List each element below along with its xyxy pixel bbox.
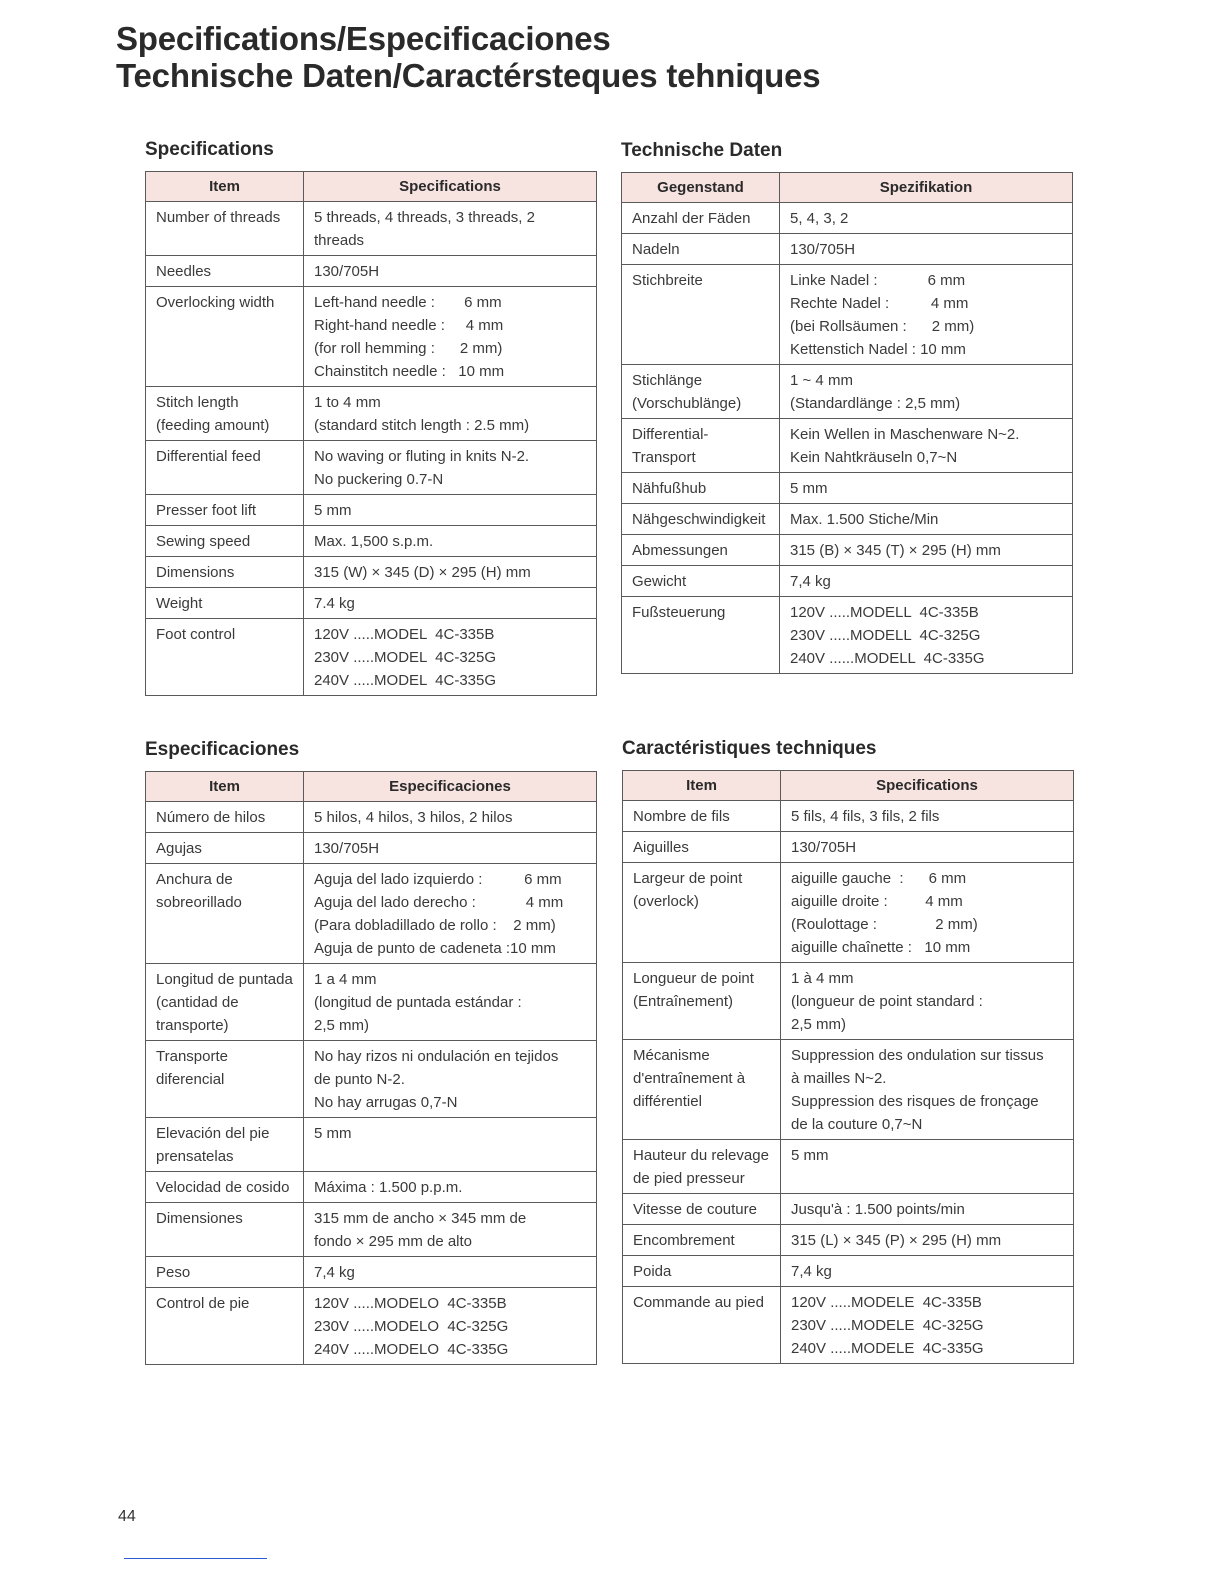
table-row <box>146 557 597 588</box>
item-cell <box>622 473 780 504</box>
table-row <box>623 863 1074 963</box>
header-item: Item <box>146 172 304 202</box>
header-spec: Specifications <box>304 172 597 202</box>
spec-text: 240V .....MODELO 4C-335G <box>314 1341 509 1358</box>
table-row <box>146 588 597 619</box>
spec-text: de la couture 0,7~N <box>791 1116 923 1133</box>
item-cell <box>146 441 304 495</box>
item-text: Foot control <box>156 626 236 643</box>
spec-cell <box>304 256 597 287</box>
item-text: Number of threads <box>156 209 281 226</box>
spec-text: de punto N-2. <box>314 1071 405 1088</box>
section-technische-daten-de <box>621 140 1073 674</box>
spec-cell <box>304 1203 597 1257</box>
item-text: (feeding amount) <box>156 417 270 434</box>
spec-text: (Para dobladillado de rollo : 2 mm) <box>314 917 556 934</box>
item-text: Control de pie <box>156 1295 250 1312</box>
table-row <box>146 802 597 833</box>
table-row <box>623 1256 1074 1287</box>
table-row <box>623 1140 1074 1194</box>
table-row <box>622 473 1073 504</box>
item-cell <box>146 964 304 1041</box>
page-title-line-2: Technische Daten/Caractérsteques tehniques <box>116 57 821 94</box>
spec-cell <box>304 287 597 387</box>
item-cell <box>146 833 304 864</box>
item-text: transporte) <box>156 1017 229 1034</box>
spec-cell <box>781 963 1074 1040</box>
item-text: Hauteur du relevage <box>633 1147 769 1164</box>
item-text: Transporte <box>156 1048 228 1065</box>
spec-cell <box>304 588 597 619</box>
spec-text: (bei Rollsäumen : 2 mm) <box>790 318 975 335</box>
table-row <box>623 963 1074 1040</box>
table-row <box>622 203 1073 234</box>
spec-cell <box>304 557 597 588</box>
spec-cell <box>304 1257 597 1288</box>
spec-cell <box>781 1287 1074 1364</box>
item-text: Nombre de fils <box>633 808 730 825</box>
item-cell <box>622 365 780 419</box>
item-text: (overlock) <box>633 893 699 910</box>
item-text: Largeur de point <box>633 870 743 887</box>
table-row <box>146 1118 597 1172</box>
spec-text: 1 ~ 4 mm <box>790 372 853 389</box>
item-text: Número de hilos <box>156 809 266 826</box>
spec-text: 5 mm <box>314 502 352 519</box>
section-heading: Specifications <box>145 139 274 160</box>
spec-text: 230V .....MODEL 4C-325G <box>314 649 497 666</box>
spec-cell <box>780 535 1073 566</box>
item-cell <box>146 1203 304 1257</box>
item-text: (Vorschublänge) <box>632 395 742 412</box>
header-item: Item <box>146 772 304 802</box>
item-text: d'entraînement à <box>633 1070 746 1087</box>
table-row <box>622 365 1073 419</box>
page-title <box>116 20 820 94</box>
section-caracteristiques-fr <box>622 738 1074 1364</box>
item-cell <box>623 963 781 1040</box>
table-row <box>622 234 1073 265</box>
item-text: Longueur de point <box>633 970 754 987</box>
item-text: Poida <box>633 1263 672 1280</box>
item-text: Agujas <box>156 840 202 857</box>
table-row <box>622 597 1073 674</box>
spec-text: 230V .....MODELE 4C-325G <box>791 1317 984 1334</box>
item-cell <box>146 619 304 696</box>
table-row <box>623 1194 1074 1225</box>
spec-text: 230V .....MODELL 4C-325G <box>790 627 981 644</box>
spec-cell <box>780 234 1073 265</box>
section-heading: Caractéristiques techniques <box>622 738 877 759</box>
spec-text: 7,4 kg <box>314 1264 355 1281</box>
spec-text: 5, 4, 3, 2 <box>790 210 849 227</box>
spec-text: 130/705H <box>314 263 380 280</box>
item-text: Nähgeschwindigkeit <box>632 511 766 528</box>
table-row <box>146 619 597 696</box>
item-text: Stitch length <box>156 394 239 411</box>
item-text: Dimensions <box>156 564 235 581</box>
spec-text: 5 mm <box>791 1147 829 1164</box>
spec-cell <box>304 864 597 964</box>
item-text: Abmessungen <box>632 542 728 559</box>
item-cell <box>146 802 304 833</box>
item-cell <box>146 387 304 441</box>
item-cell <box>146 1041 304 1118</box>
spec-text: 240V .....MODELE 4C-335G <box>791 1340 984 1357</box>
item-text: Needles <box>156 263 212 280</box>
item-text: Overlocking width <box>156 294 275 311</box>
spec-cell <box>304 1041 597 1118</box>
spec-cell <box>780 597 1073 674</box>
table-row <box>146 287 597 387</box>
spec-text: 120V .....MODELO 4C-335B <box>314 1295 507 1312</box>
item-text: Mécanisme <box>633 1047 710 1064</box>
item-text: Stichbreite <box>632 272 703 289</box>
item-text: sobreorillado <box>156 894 242 911</box>
spec-text: No hay arrugas 0,7-N <box>314 1094 458 1111</box>
item-text: Gewicht <box>632 573 687 590</box>
spec-cell <box>781 1256 1074 1287</box>
item-text: diferencial <box>156 1071 225 1088</box>
item-cell <box>622 597 780 674</box>
spec-text: 7,4 kg <box>791 1263 832 1280</box>
item-cell <box>623 1140 781 1194</box>
item-cell <box>146 526 304 557</box>
section-heading: Especificaciones <box>145 739 300 760</box>
spec-cell <box>780 419 1073 473</box>
table-row <box>622 419 1073 473</box>
spec-text: à mailles N~2. <box>791 1070 887 1087</box>
spec-cell <box>780 265 1073 365</box>
spec-table <box>622 770 1074 1364</box>
spec-cell <box>781 1194 1074 1225</box>
table-header-row <box>623 771 1074 801</box>
item-cell <box>622 234 780 265</box>
spec-cell <box>304 387 597 441</box>
spec-text: 130/705H <box>790 241 856 258</box>
item-cell <box>622 566 780 597</box>
section-especificaciones-es <box>145 739 597 1365</box>
spec-text: Rechte Nadel : 4 mm <box>790 295 969 312</box>
item-text: Encombrement <box>633 1232 735 1249</box>
spec-text: 2,5 mm) <box>791 1016 847 1033</box>
footer-rule <box>124 1558 267 1559</box>
item-cell <box>623 801 781 832</box>
spec-cell <box>781 1040 1074 1140</box>
item-cell <box>623 1194 781 1225</box>
spec-text: 1 à 4 mm <box>791 970 854 987</box>
section-specifications-en <box>145 139 597 696</box>
spec-text: 7,4 kg <box>790 573 831 590</box>
spec-cell <box>780 473 1073 504</box>
item-cell <box>146 557 304 588</box>
item-text: Nähfußhub <box>632 480 707 497</box>
spec-cell <box>780 203 1073 234</box>
item-text: Velocidad de cosido <box>156 1179 290 1196</box>
spec-cell <box>780 566 1073 597</box>
item-text: (cantidad de <box>156 994 239 1011</box>
item-cell <box>146 202 304 256</box>
spec-cell <box>304 1172 597 1203</box>
spec-text: Left-hand needle : 6 mm <box>314 294 502 311</box>
item-cell <box>622 504 780 535</box>
item-cell <box>623 1256 781 1287</box>
spec-text: fondo × 295 mm de alto <box>314 1233 473 1250</box>
table-row <box>146 256 597 287</box>
spec-cell <box>304 526 597 557</box>
item-cell <box>146 588 304 619</box>
table-row <box>623 801 1074 832</box>
table-row <box>146 526 597 557</box>
item-cell <box>622 265 780 365</box>
item-text: Anzahl der Fäden <box>632 210 751 227</box>
spec-text: 1 to 4 mm <box>314 394 381 411</box>
spec-cell <box>780 504 1073 535</box>
spec-text: 1 a 4 mm <box>314 971 377 988</box>
spec-text: No puckering 0.7-N <box>314 471 444 488</box>
table-header-row <box>146 172 597 202</box>
item-text: Differential feed <box>156 448 261 465</box>
item-cell <box>622 419 780 473</box>
item-cell <box>622 203 780 234</box>
spec-text: (longitud de puntada estándar : <box>314 994 522 1011</box>
table-row <box>146 964 597 1041</box>
spec-text: 5 mm <box>314 1125 352 1142</box>
table-row <box>623 1287 1074 1364</box>
item-text: Peso <box>156 1264 191 1281</box>
item-text: différentiel <box>633 1093 702 1110</box>
spec-text: Max. 1,500 s.p.m. <box>314 533 434 550</box>
table-row <box>146 202 597 256</box>
spec-text: 5 hilos, 4 hilos, 3 hilos, 2 hilos <box>314 809 513 826</box>
spec-text: Máxima : 1.500 p.p.m. <box>314 1179 463 1196</box>
spec-text: 120V .....MODEL 4C-335B <box>314 626 495 643</box>
spec-text: 2,5 mm) <box>314 1017 370 1034</box>
table-row <box>146 864 597 964</box>
table-row <box>622 566 1073 597</box>
spec-cell <box>304 619 597 696</box>
table-header-row <box>146 772 597 802</box>
spec-text: Aguja de punto de cadeneta :10 mm <box>314 940 556 957</box>
spec-text: No waving or fluting in knits N-2. <box>314 448 530 465</box>
spec-text: Aguja del lado derecho : 4 mm <box>314 894 564 911</box>
table-row <box>623 1225 1074 1256</box>
spec-text: (for roll hemming : 2 mm) <box>314 340 503 357</box>
item-text: Stichlänge <box>632 372 703 389</box>
item-cell <box>146 1257 304 1288</box>
table-row <box>622 265 1073 365</box>
spec-cell <box>781 1140 1074 1194</box>
item-cell <box>623 1287 781 1364</box>
item-text: Commande au pied <box>633 1294 764 1311</box>
spec-text: aiguille chaînette : 10 mm <box>791 939 971 956</box>
spec-text: Max. 1.500 Stiche/Min <box>790 511 939 528</box>
item-cell <box>623 832 781 863</box>
table-row <box>146 1041 597 1118</box>
spec-cell <box>304 1288 597 1365</box>
spec-text: Aguja del lado izquierdo : 6 mm <box>314 871 562 888</box>
spec-cell <box>304 1118 597 1172</box>
item-text: Weight <box>156 595 203 612</box>
header-spec: Spezifikation <box>780 173 1073 203</box>
spec-text: 5 fils, 4 fils, 3 fils, 2 fils <box>791 808 940 825</box>
spec-text: (standard stitch length : 2.5 mm) <box>314 417 530 434</box>
table-row <box>622 504 1073 535</box>
spec-text: 5 mm <box>790 480 828 497</box>
spec-cell <box>781 1225 1074 1256</box>
item-text: Dimensiones <box>156 1210 243 1227</box>
spec-text: Chainstitch needle : 10 mm <box>314 363 505 380</box>
item-text: Nadeln <box>632 241 680 258</box>
table-header-row <box>622 173 1073 203</box>
spec-text: 315 mm de ancho × 345 mm de <box>314 1210 527 1227</box>
spec-cell <box>781 863 1074 963</box>
item-text: Differential- <box>632 426 709 443</box>
spec-cell <box>781 801 1074 832</box>
item-cell <box>146 864 304 964</box>
item-text: Vitesse de couture <box>633 1201 757 1218</box>
spec-text: Suppression des ondulation sur tissus <box>791 1047 1044 1064</box>
item-text: de pied presseur <box>633 1170 745 1187</box>
table-row <box>146 1203 597 1257</box>
page-number: 44 <box>118 1508 136 1525</box>
header-spec: Specifications <box>781 771 1074 801</box>
spec-cell <box>304 441 597 495</box>
item-cell <box>623 863 781 963</box>
spec-text: aiguille droite : 4 mm <box>791 893 963 910</box>
header-spec: Especificaciones <box>304 772 597 802</box>
spec-table <box>621 172 1073 674</box>
spec-text: 240V .....MODEL 4C-335G <box>314 672 497 689</box>
spec-text: Kettenstich Nadel : 10 mm <box>790 341 966 358</box>
item-text: Elevación del pie <box>156 1125 270 1142</box>
item-text: Transport <box>632 449 696 466</box>
item-cell <box>146 495 304 526</box>
spec-table <box>145 171 597 696</box>
table-row <box>146 387 597 441</box>
table-row <box>146 833 597 864</box>
item-cell <box>146 287 304 387</box>
spec-text: 5 threads, 4 threads, 3 threads, 2 threads <box>314 209 535 249</box>
spec-cell <box>304 495 597 526</box>
spec-cell <box>304 802 597 833</box>
spec-cell <box>304 202 597 256</box>
spec-text: 315 (W) × 345 (D) × 295 (H) mm <box>314 564 531 581</box>
spec-cell <box>304 833 597 864</box>
item-text: prensatelas <box>156 1148 234 1165</box>
item-cell <box>146 1172 304 1203</box>
spec-text: 130/705H <box>791 839 857 856</box>
item-text: Longitud de puntada <box>156 971 293 988</box>
item-cell <box>622 535 780 566</box>
spec-table <box>145 771 597 1365</box>
table-row <box>622 535 1073 566</box>
spec-text: Right-hand needle : 4 mm <box>314 317 504 334</box>
item-cell <box>623 1040 781 1140</box>
spec-text: 315 (L) × 345 (P) × 295 (H) mm <box>791 1232 1002 1249</box>
spec-cell <box>781 832 1074 863</box>
item-text: Fußsteuerung <box>632 604 726 621</box>
spec-text: (Standardlänge : 2,5 mm) <box>790 395 961 412</box>
spec-text: 230V .....MODELO 4C-325G <box>314 1318 509 1335</box>
item-cell <box>146 1288 304 1365</box>
spec-text: 120V .....MODELE 4C-335B <box>791 1294 982 1311</box>
item-text: Anchura de <box>156 871 233 888</box>
table-row <box>623 832 1074 863</box>
section-heading: Technische Daten <box>621 140 783 161</box>
item-cell <box>146 256 304 287</box>
table-row <box>146 1288 597 1365</box>
spec-text: Jusqu'à : 1.500 points/min <box>791 1201 965 1218</box>
table-row <box>146 495 597 526</box>
spec-cell <box>304 964 597 1041</box>
spec-text: Kein Wellen in Maschenware N~2. <box>790 426 1020 443</box>
item-text: Presser foot lift <box>156 502 257 519</box>
page-title-line-1: Specifications/Especificaciones <box>116 20 611 57</box>
spec-text: aiguille gauche : 6 mm <box>791 870 967 887</box>
table-row <box>146 1257 597 1288</box>
spec-text: Suppression des risques de fronçage <box>791 1093 1039 1110</box>
item-cell <box>146 1118 304 1172</box>
spec-text: No hay rizos ni ondulación en tejidos <box>314 1048 559 1065</box>
table-row <box>146 1172 597 1203</box>
spec-text: Linke Nadel : 6 mm <box>790 272 966 289</box>
item-text: Aiguilles <box>633 839 689 856</box>
spec-text: 240V ......MODELL 4C-335G <box>790 650 985 667</box>
item-text: Sewing speed <box>156 533 251 550</box>
table-row <box>146 441 597 495</box>
spec-text: 130/705H <box>314 840 380 857</box>
header-item: Item <box>623 771 781 801</box>
spec-text: (Roulottage : 2 mm) <box>791 916 978 933</box>
spec-text: 315 (B) × 345 (T) × 295 (H) mm <box>790 542 1001 559</box>
item-text: (Entraînement) <box>633 993 734 1010</box>
spec-text: (longueur de point standard : <box>791 993 983 1010</box>
spec-cell <box>780 365 1073 419</box>
spec-text: Kein Nahtkräuseln 0,7~N <box>790 449 958 466</box>
item-cell <box>623 1225 781 1256</box>
table-row <box>623 1040 1074 1140</box>
header-item: Gegenstand <box>622 173 780 203</box>
spec-text: 120V .....MODELL 4C-335B <box>790 604 979 621</box>
spec-text: 7.4 kg <box>314 595 355 612</box>
